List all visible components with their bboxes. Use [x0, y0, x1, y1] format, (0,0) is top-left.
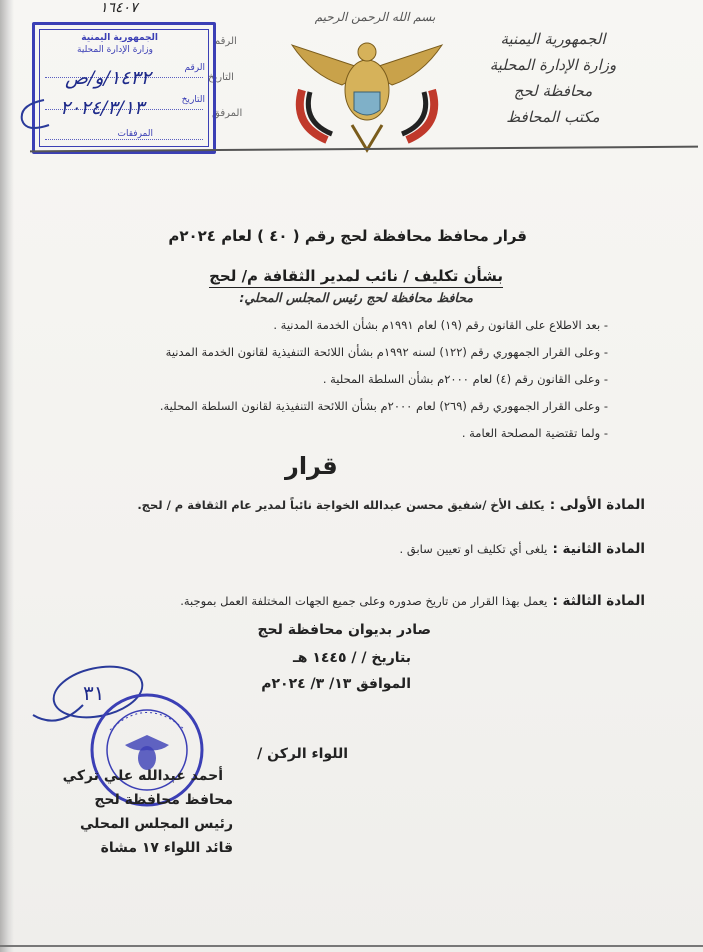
decision-subject: بشأن تكليف / نائب لمدير الثقافة م/ لحج — [209, 267, 503, 288]
stamp-date-value: ٢٠٢٤/٣/١٣ — [60, 97, 145, 119]
ministry-name: وزارة الإدارة المحلية — [489, 56, 617, 74]
handwritten-note-text: ٣١ — [83, 681, 105, 705]
stamp-enclosure-label: المرفقات — [117, 129, 153, 139]
stamp-date-label: التاريخ — [181, 95, 205, 105]
preamble-line-1: - بعد الاطلاع على القانون رقم (١٩) لعام ١٩٩١م بشأن الخدمة المدنية . — [273, 318, 608, 332]
date-label: التاريخ — [208, 72, 234, 83]
preamble-line-4: - وعلى القرار الجمهوري رقم (٢٦٩) لعام ٢٠٠٠م بشأن اللائحة التنفيذية لقانون السلطة المحلية. — [159, 399, 608, 413]
stamp-ref-label: الرقم — [184, 63, 205, 73]
signatory-name: أحمد عبدالله علي تركي — [62, 768, 223, 784]
signatory-title-3: قائد اللواء ١٧ مشاة — [100, 840, 233, 856]
governorate-name: محافظة لحج — [513, 82, 593, 100]
enclosure-label: المرفق — [212, 108, 243, 119]
ref-label: الرقم — [214, 36, 237, 47]
footer-line — [0, 945, 703, 947]
article-1 — [137, 494, 645, 513]
preamble-line-2: - وعلى القرار الجمهوري رقم (١٢٢) لسنه ١٩٩٢م بشأن اللائحة التنفيذية لقانون الخدمة المدنية — [165, 345, 608, 359]
article-3-text: يعمل بهذا القرار من تاريخ صدوره وعلى جميع الجهات المختلفة العمل بموجبة. — [180, 594, 548, 608]
signatory-title-1: محافظ محافظة لحج — [94, 792, 233, 808]
decision-title: قرار محافظ محافظة لحج رقم ( ٤٠ ) لعام ٢٠٢٤م — [168, 227, 527, 245]
letterhead — [443, 26, 663, 130]
article-3-label: المادة الثالثة : — [552, 593, 645, 609]
article-2-label: المادة الثانية : — [552, 541, 645, 557]
issued-hijri-date: بتاريخ / / ١٤٤٥ هـ — [292, 650, 411, 666]
issued-place: صادر بديوان محافظة لحج — [257, 622, 431, 638]
paper-edge-shadow — [0, 0, 14, 952]
article-3 — [180, 590, 645, 609]
stamp-ref-value: ١٤٣٢/و/ص — [65, 67, 151, 89]
stamp-title: الجمهورية اليمنية — [81, 33, 158, 43]
article-2-text: يلغى أي تكليف او تعيين سابق . — [399, 542, 548, 556]
pen-scribble-icon — [14, 95, 54, 135]
preamble-line-5: - ولما تقتضية المصلحة العامة . — [461, 426, 608, 440]
incoming-stamp — [32, 22, 216, 154]
stamp-ministry: وزارة الإدارة المحلية — [77, 45, 153, 55]
decision-heading: قرار — [285, 452, 338, 480]
signatory-title-2: رئيس المجلس المحلي — [79, 816, 233, 832]
issued-gregorian-date: الموافق ١٣/ ٣/ ٢٠٢٤م — [261, 676, 411, 692]
country-name: الجمهورية اليمنية — [500, 30, 606, 48]
issuer-line: محافظ محافظة لحج رئيس المجلس المحلي: — [239, 290, 473, 305]
yemen-emblem-icon — [282, 30, 452, 155]
signatory-rank: اللواء الركن / — [257, 746, 348, 762]
article-1-text: يكلف الأخ /شفيق محسن عبدالله الخواجة نائباً لمدير عام الثقافة م / لحج. — [137, 498, 545, 512]
basmala: بسم الله الرحمن الرحيم — [314, 10, 436, 24]
preamble-line-3: - وعلى القانون رقم (٤) لعام ٢٠٠٠م بشأن السلطة المحلية . — [322, 372, 608, 386]
top-number: ١٦٤٠٧ — [100, 0, 138, 16]
office-name: مكتب المحافظ — [506, 108, 600, 126]
article-2 — [400, 538, 645, 557]
article-1-label: المادة الأولى : — [549, 497, 645, 513]
